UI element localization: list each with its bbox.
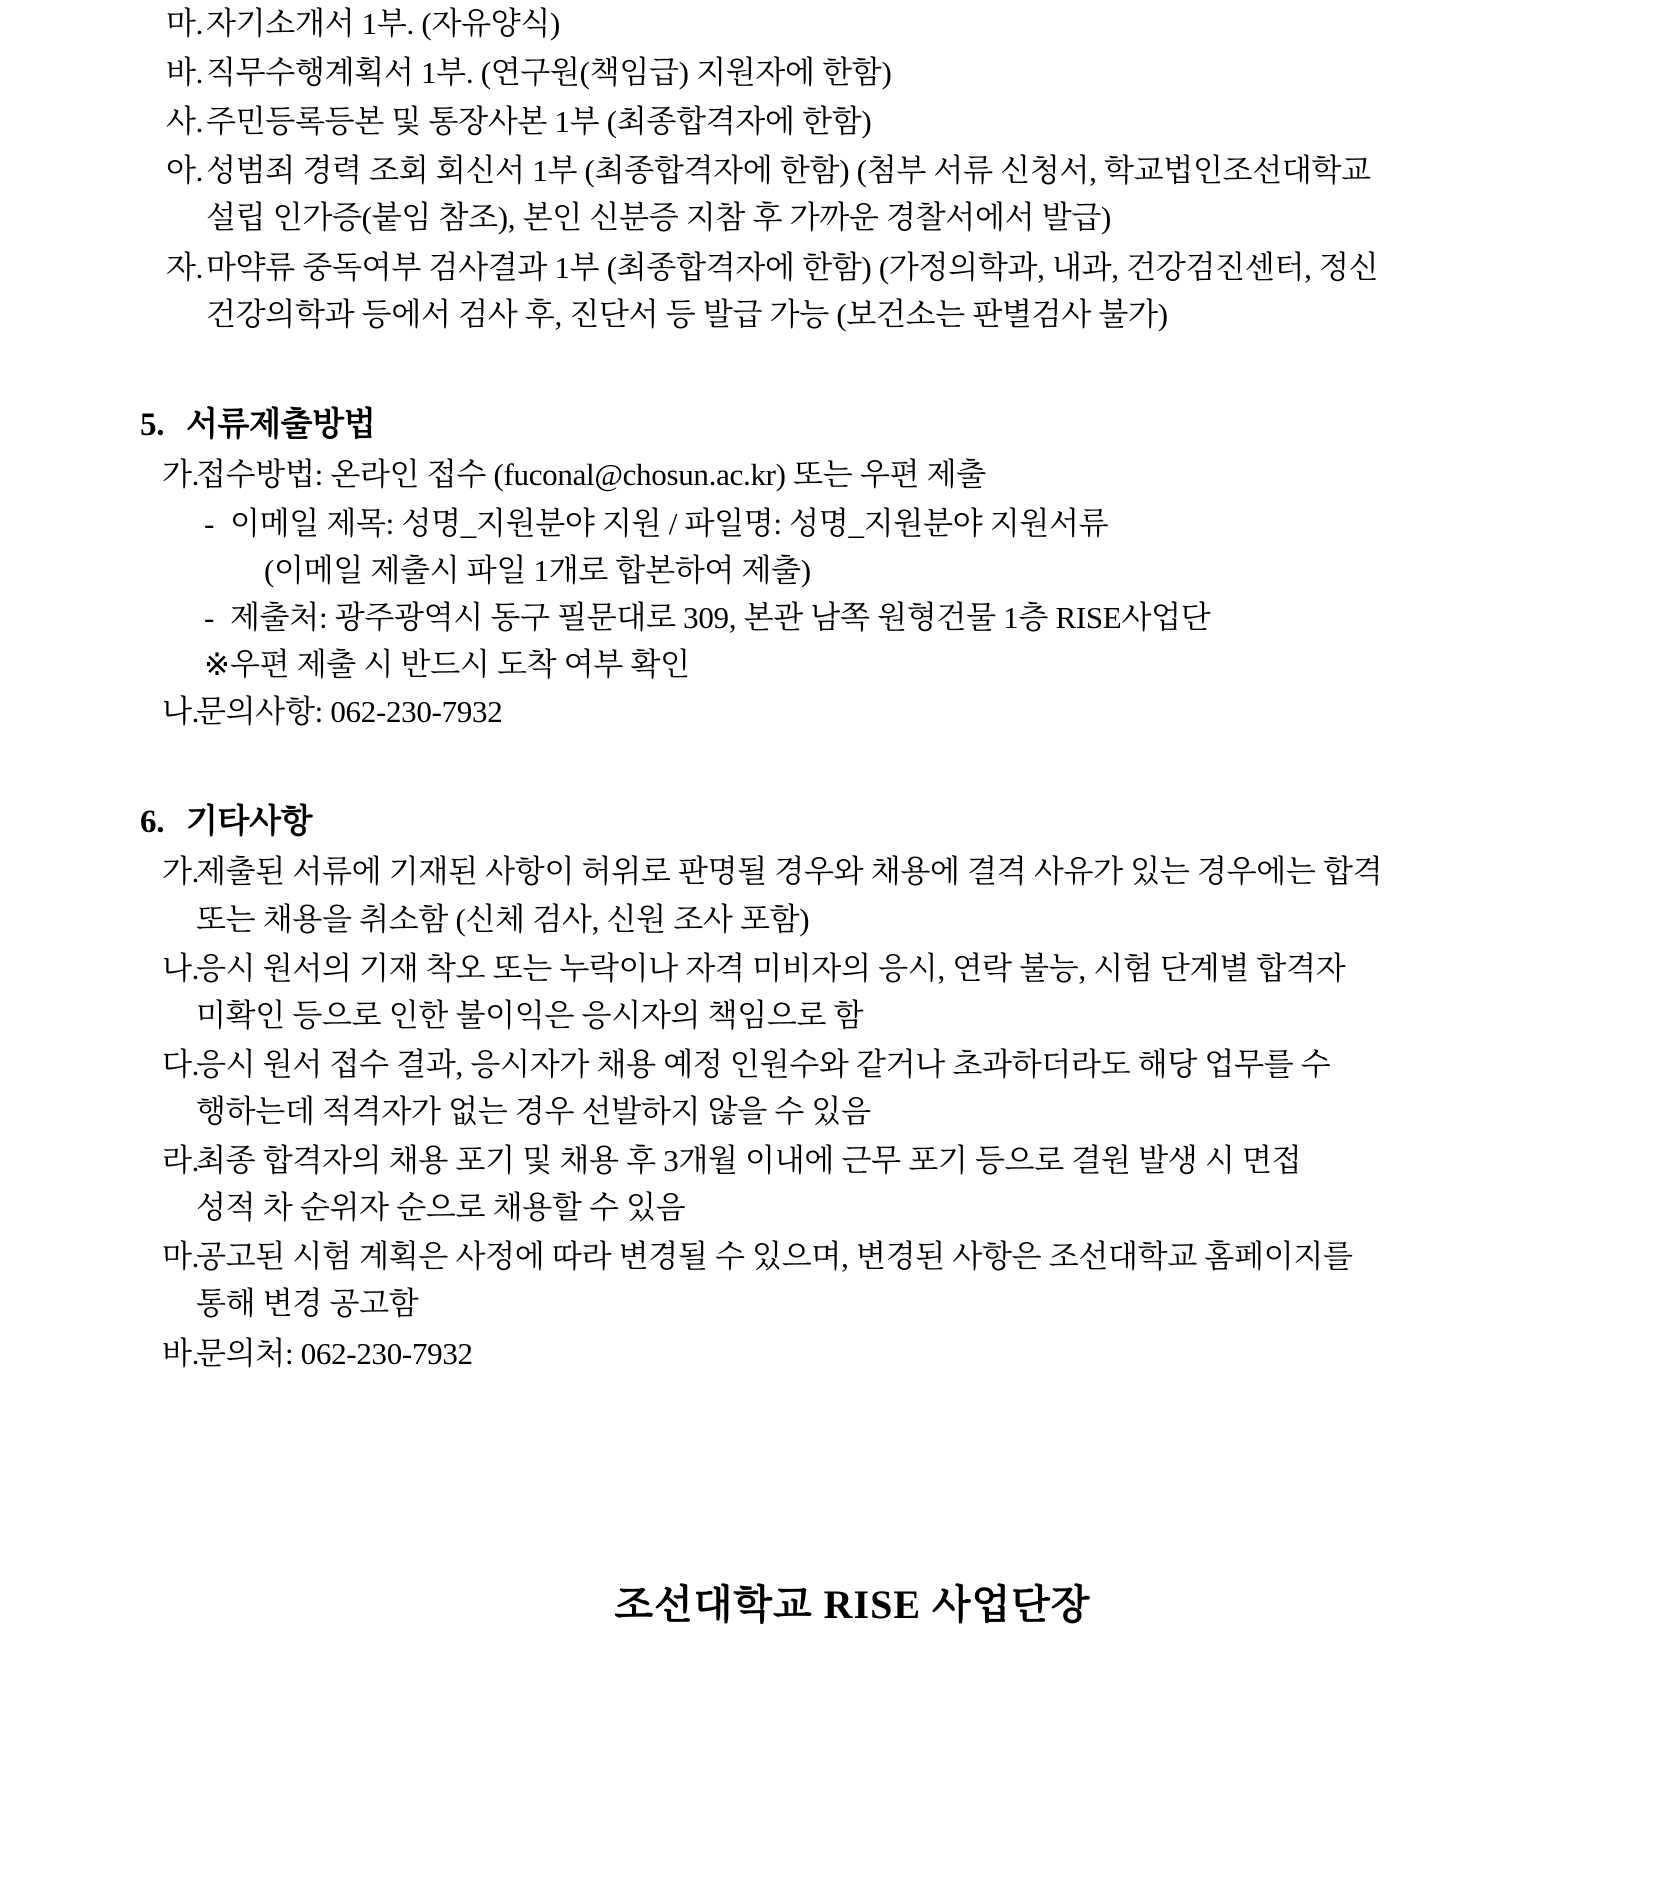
list-text-line1: 직무수행계획서 1부. (연구원(책임급) 지원자에 한함) [206,55,892,91]
list-text-line1: 자기소개서 1부. (자유양식) [206,6,561,41]
list-item [140,0,1565,47]
sub-item-dash: - [204,505,215,541]
list-text [206,244,1565,338]
list-text [196,1330,1565,1377]
list-text-line2: 설립 인가증(붙임 참조), 본인 신분증 지참 후 가까운 경찰서에서 발급) [206,200,1112,236]
list-text-line2: 성적 차 순위자 순으로 채용할 수 있음 [196,1190,686,1226]
section-5-title: 서류제출방법 [185,406,376,443]
spacer [140,340,1565,398]
list-text [196,451,1565,498]
list-item [140,945,1565,1039]
list-marker: 마. [166,6,204,41]
list-marker: 나. [162,950,200,986]
sub-item [140,594,1565,641]
list-item [140,1233,1565,1327]
list-text-line1: 접수방법: 온라인 접수 (fuconal@chosun.ac.kr) 또는 우편 제출 [196,456,986,492]
spacer [140,737,1565,795]
bottom-spacer [140,1630,1565,1880]
list-text-line1: 문의처: 062-230-7932 [196,1335,473,1371]
section-6-number: 6. [140,804,165,841]
list-item [140,1330,1565,1377]
list-text [196,1137,1565,1231]
list-marker: 사. [166,104,204,140]
list-text-line1: 제출된 서류에 기재된 사항이 허위로 판명될 경우와 채용에 결격 사유가 있는 경우에는 합격 [196,854,1383,890]
list-text-line1: 최종 합격자의 채용 포기 및 채용 후 3개월 이내에 근무 포기 등으로 결원 발생 시 면접 [196,1143,1302,1179]
list-text-line2: 또는 채용을 취소함 (신체 검사, 신원 조사 포함) [196,901,810,937]
note-mark-icon: ※ [204,647,230,683]
list-marker: 라. [162,1143,200,1179]
list-marker: 다. [162,1046,200,1082]
list-text-line1: 문의사항: 062-230-7932 [196,694,503,730]
list-text [196,1233,1565,1327]
list-marker: 가. [162,854,200,890]
list-item [140,49,1565,96]
list-marker: 가. [162,456,200,492]
list-text-line2: 행하는데 적격자가 없는 경우 선발하지 않을 수 있음 [196,1093,871,1129]
list-item [140,848,1565,942]
list-text-line1: 주민등록등본 및 통장사본 1부 (최종합격자에 한함) [206,104,872,140]
section-6-heading [140,795,1565,842]
list-item [140,688,1565,735]
list-marker: 마. [162,1239,200,1275]
sub-item [140,500,1565,547]
section-5-number: 5. [140,406,165,443]
list-text [206,98,1565,145]
list-text-line1: 응시 원서 접수 결과, 응시자가 채용 예정 인원수와 같거나 초과하더라도 해당 업무를 수 [196,1046,1331,1082]
list-text-line1: 성범죄 경력 조회 회신서 1부 (최종합격자에 한함) (첨부 서류 신청서, 학교법인조선대학교 [206,153,1371,189]
list-text-line2: 통해 변경 공고함 [196,1286,419,1322]
list-text [196,688,1565,735]
list-text-line2: 건강의학과 등에서 검사 후, 진단서 등 발급 가능 (보건소는 판별검사 불가) [206,296,1168,332]
list-text [206,49,1565,96]
list-item [140,147,1565,241]
sub-item [140,547,1565,594]
section-6-title: 기타사항 [185,804,313,841]
list-item [140,244,1565,338]
list-marker: 자. [166,249,204,285]
section-5-heading [140,398,1565,445]
required-documents-list [140,0,1565,338]
list-marker: 바. [162,1335,200,1371]
list-text [196,1041,1565,1135]
sub-item-text: 이메일 제목: 성명_지원분야 지원 / 파일명: 성명_지원분야 지원서류 [230,505,1109,541]
list-marker: 아. [166,153,204,189]
list-text-line1: 공고된 시험 계획은 사정에 따라 변경될 수 있으며, 변경된 사항은 조선대학교 홈페이지를 [196,1239,1353,1275]
sub-item-text: 우편 제출 시 반드시 도착 여부 확인 [230,647,690,683]
list-text [206,147,1565,241]
sub-item-dash: - [204,600,215,636]
sub-item-note [140,641,1565,688]
list-item [140,1041,1565,1135]
list-marker: 나. [162,694,200,730]
list-item [140,451,1565,498]
list-text-line2: 미확인 등으로 인한 불이익은 응시자의 책임으로 함 [196,997,864,1033]
list-text [206,0,1565,47]
list-marker: 바. [166,55,204,91]
list-item [140,98,1565,145]
list-text [196,945,1565,1039]
signature-line: 조선대학교 RISE 사업단장 [614,1581,1091,1627]
list-text [196,848,1565,942]
sub-item-text: (이메일 제출시 파일 1개로 합본하여 제출) [264,552,811,588]
list-item [140,1137,1565,1231]
sub-item-text: 제출처: 광주광역시 동구 필문대로 309, 본관 남쪽 원형건물 1층 RISE사업단 [230,600,1211,636]
list-text-line1: 마약류 중독여부 검사결과 1부 (최종합격자에 한함) (가정의학과, 내과, 건강검진센터, 정신 [206,249,1379,285]
list-text-line1: 응시 원서의 기재 착오 또는 누락이나 자격 미비자의 응시, 연락 불능, 시험 단계별 합격자 [196,950,1346,986]
